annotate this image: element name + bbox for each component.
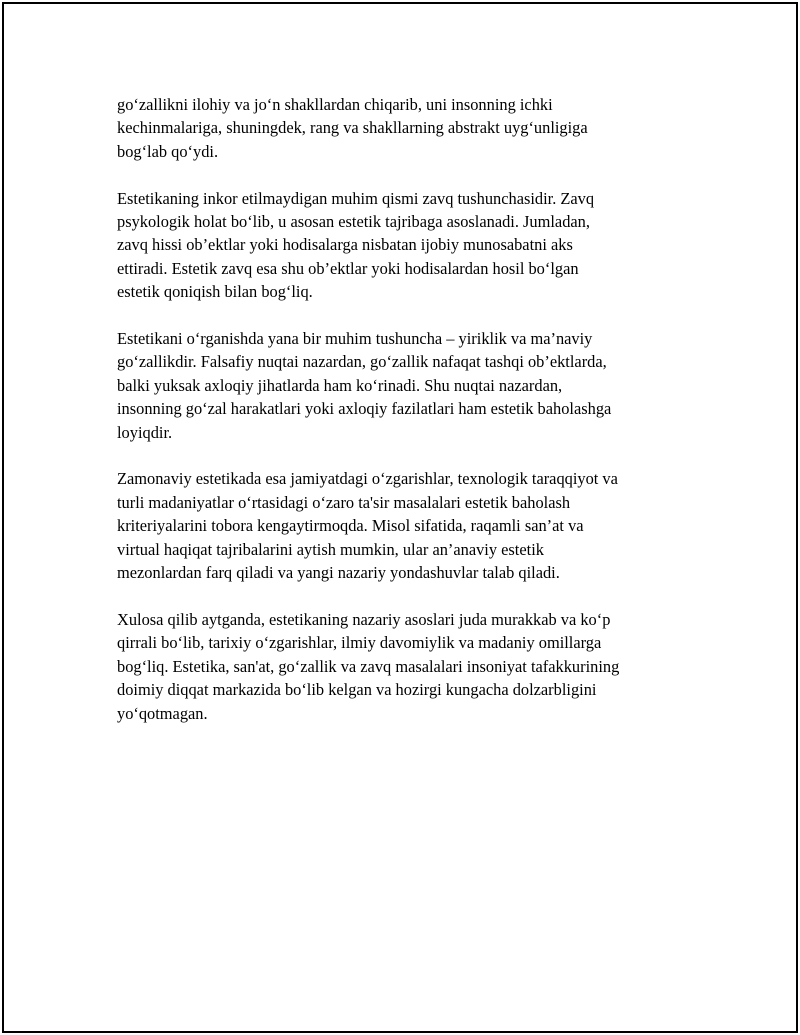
text-line: doimiy diqqat markazida bo‘lib kelgan va hozirgi kungacha dolzarbligini <box>117 680 597 700</box>
text-line: mezonlardan farq qiladi va yangi nazariy yondashuvlar talab qiladi. <box>117 563 560 583</box>
text-line: turli madaniyatlar o‘rtasidagi o‘zaro ta'sir masalalari estetik baholash <box>117 492 571 512</box>
paragraph-2 <box>117 187 687 304</box>
text-line: zavq hissi ob’ektlar yoki hodisalarga nisbatan ijobiy munosabatni aks <box>117 235 573 255</box>
paragraph-4 <box>117 467 687 584</box>
text-line: bog‘liq. Estetika, san'at, go‘zallik va zavq masalalari insoniyat tafakkurining <box>117 656 620 676</box>
text-line: Estetikaning inkor etilmaydigan muhim qismi zavq tushunchasidir. Zavq <box>117 188 595 208</box>
text-line: Estetikani o‘rganishda yana bir muhim tushuncha – yiriklik va ma’naviy <box>117 329 593 349</box>
text-line: ettiradi. Estetik zavq esa shu ob’ektlar yoki hodisalardan hosil bo‘lgan <box>117 258 579 278</box>
text-line: Zamonaviy estetikada esa jamiyatdagi o‘zgarishlar, texnologik taraqqiyot va <box>117 469 618 489</box>
paragraph-5 <box>117 608 687 725</box>
text-line: virtual haqiqat tajribalarini aytish mumkin, ular an’anaviy estetik <box>117 539 544 559</box>
text-line: bog‘lab qo‘ydi. <box>117 141 219 161</box>
paragraph-1 <box>117 93 687 163</box>
text-line: kechinmalariga, shuningdek, rang va shakllarning abstrakt uyg‘unligiga <box>117 118 588 138</box>
text-line: kriteriyalarini tobora kengaytirmoqda. Misol sifatida, raqamli san’at va <box>117 516 584 536</box>
text-line: loyiqdir. <box>117 422 173 442</box>
text-line: qirrali bo‘lib, tarixiy o‘zgarishlar, ilmiy davomiylik va madaniy omillarga <box>117 633 602 653</box>
text-line: insonning go‘zal harakatlari yoki axloqiy fazilatlari ham estetik baholashga <box>117 399 612 419</box>
text-line: Xulosa qilib aytganda, estetikaning nazariy asoslari juda murakkab va ko‘p <box>117 609 611 629</box>
text-line: psykologik holat bo‘lib, u asosan estetik tajribaga asoslanadi. Jumladan, <box>117 212 590 232</box>
text-line: estetik qoniqish bilan bog‘liq. <box>117 282 313 302</box>
text-line: balki yuksak axloqiy jihatlarda ham ko‘rinadi. Shu nuqtai nazardan, <box>117 375 563 395</box>
document-body <box>117 93 687 748</box>
text-line: go‘zallikni ilohiy va jo‘n shakllardan chiqarib, uni insonning ichki <box>117 95 553 114</box>
text-line: yo‘qotmagan. <box>117 703 208 723</box>
text-line: go‘zallikdir. Falsafiy nuqtai nazardan, go‘zallik nafaqat tashqi ob’ektlarda, <box>117 352 607 372</box>
paragraph-3 <box>117 327 687 444</box>
